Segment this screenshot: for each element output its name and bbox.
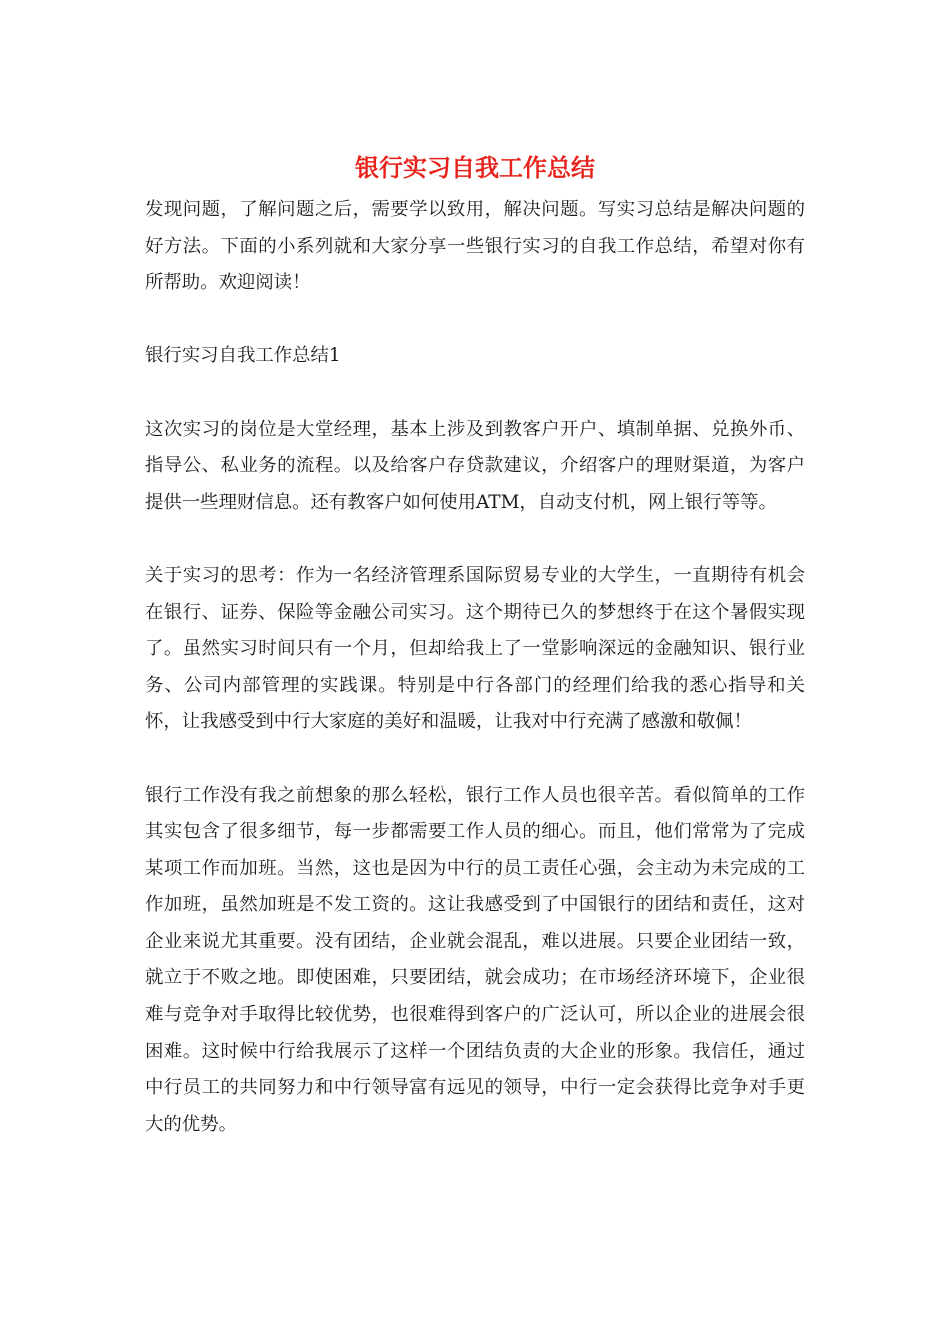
body-paragraph-position: 这次实习的岗位是大堂经理，基本上涉及到教客户开户、填制单据、兑换外币、指导公、私业务的流程。以及给客户存贷款建议，介绍客户的理财渠道，为客户提供一些理财信息。还有教客户如何使用ATM，自动支付机，网上银行等等。 [145,418,805,513]
body-paragraph-reflection: 关于实习的思考：作为一名经济管理系国际贸易专业的大学生，一直期待有机会在银行、证券、保险等金融公司实习。这个期待已久的梦想终于在这个暑假实现了。虽然实习时间只有一个月，但却给我上了一堂影响深远的金融知识、银行业务、公司内部管理的实践课。特别是中行各部门的经理们给我的悉心指导和关怀，让我感受到中行大家庭的美好和温暖，让我对中行充满了感激和敬佩！ [145,564,805,733]
document-title: 银行实习自我工作总结 [355,153,595,182]
intro-paragraph: 发现问题，了解问题之后，需要学以致用，解决问题。写实习总结是解决问题的好方法。下面的小系列就和大家分享一些银行实习的自我工作总结，希望对你有所帮助。欢迎阅读！ [145,199,805,294]
section-heading: 银行实习自我工作总结1 [145,345,341,367]
paragraph-spacer [145,375,805,412]
paragraph-spacer [145,741,805,778]
document-body [145,192,805,1143]
body-paragraph-work: 银行工作没有我之前想象的那么轻松，银行工作人员也很辛苦。看似简单的工作其实包含了很多细节，每一步都需要工作人员的细心。而且，他们常常为了完成某项工作而加班。当然，这也是因为中行的员工责任心强，会主动为未完成的工作加班，虽然加班是不发工资的。这让我感受到了中国银行的团结和责任，这对企业来说尤其重要。没有团结，企业就会混乱，难以进展。只要企业团结一致，就立于不败之地。即使困难，只要团结，就会成功；在市场经济环境下，企业很难与竞争对手取得比较优势，也很难得到客户的广泛认可，所以企业的进展会很困难。这时候中行给我展示了这样一个团结负责的大企业的形象。我信任，通过中行员工的共同努力和中行领导富有远见的领导，中行一定会获得比竞争对手更大的优势。 [145,784,805,1135]
paragraph-spacer [145,302,805,339]
paragraph-spacer [145,521,805,558]
